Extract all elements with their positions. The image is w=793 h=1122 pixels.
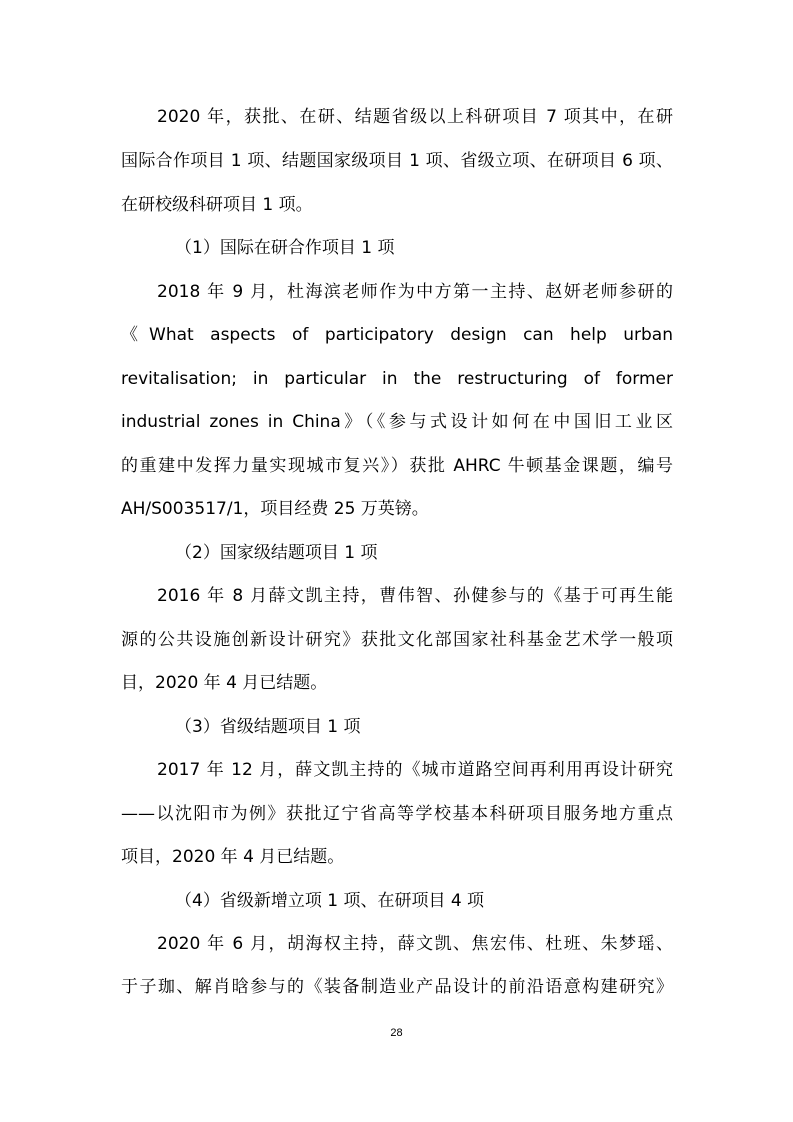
paragraph-line: 2018 年 9 月，杜海滨老师作为中方第一主持、赵妍老师参研的 — [157, 282, 673, 302]
paragraph-line: 项目，2020 年 4 月已结题。 — [121, 847, 345, 867]
paragraph-line: AH/S003517/1，项目经费 25 万英镑。 — [121, 499, 429, 519]
paragraph-line: 2017 年 12 月，薛文凯主持的《城市道路空间再利用再设计研究 — [157, 760, 673, 780]
paragraph-line: 在研校级科研项目 1 项。 — [121, 195, 313, 215]
paragraph-line: ——以沈阳市为例》获批辽宁省高等学校基本科研项目服务地方重点 — [121, 804, 673, 824]
paragraph-line: 2016 年 8 月薛文凯主持，曹伟智、孙健参与的《基于可再生能 — [157, 586, 673, 606]
paragraph-line: industrial zones in China》（《参与式设计如何在中国旧工业区 — [121, 412, 673, 432]
paragraph-line: 的重建中发挥力量实现城市复兴》）获批 AHRC 牛顿基金课题，编号 — [121, 456, 673, 476]
paragraph-line: 目，2020 年 4 月已结题。 — [121, 673, 328, 693]
section-heading: （4）省级新增立项 1 项、在研项目 4 项 — [175, 891, 485, 911]
section-heading: （1）国际在研合作项目 1 项 — [175, 238, 395, 258]
paragraph-line: 于子珈、解肖晗参与的《装备制造业产品设计的前沿语意构建研究》 — [121, 977, 673, 997]
page-number: 28 — [390, 1027, 403, 1039]
paragraph-line: revitalisation; in particular in the restructuring of former — [121, 369, 673, 389]
paragraph-line: 《What aspects of participatory design can help urban — [121, 325, 673, 345]
paragraph-line: 2020 年，获批、在研、结题省级以上科研项目 7 项其中，在研 — [157, 107, 673, 127]
paragraph-line: 国际合作项目 1 项、结题国家级项目 1 项、省级立项、在研项目 6 项、 — [121, 151, 673, 171]
section-heading: （2）国家级结题项目 1 项 — [175, 543, 378, 563]
paragraph-line: 源的公共设施创新设计研究》获批文化部国家社科基金艺术学一般项 — [121, 630, 673, 650]
section-heading: （3）省级结题项目 1 项 — [175, 717, 361, 737]
paragraph-line: 2020 年 6 月，胡海权主持，薛文凯、焦宏伟、杜班、朱梦瑶、 — [157, 934, 673, 954]
